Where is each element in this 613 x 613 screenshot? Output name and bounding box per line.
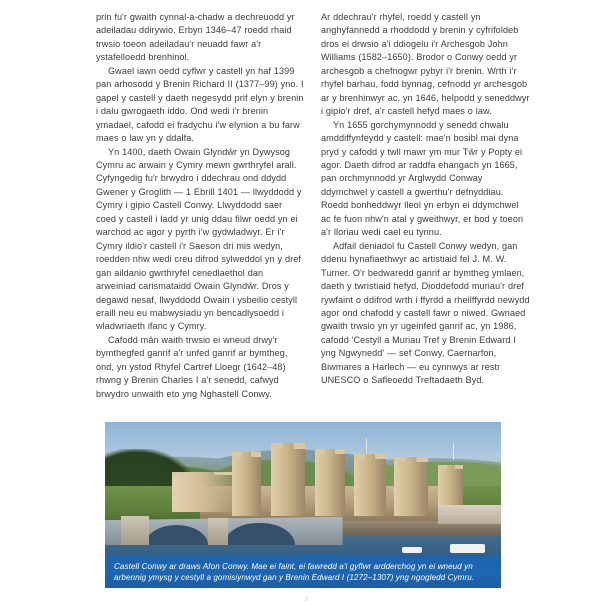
paragraph: prin fu'r gwaith cynnal-a-chadw a dechreuodd yr adeiladau ddirywio. Erbyn 1346–47 roedd rhaid trwsio toeon adeiladau'r neuadd fawr a'r ystafelloedd brenhinol. <box>96 12 295 63</box>
paragraph: Adfail deniadol fu Castell Conwy wedyn, gan ddenu hynafiaethwyr ac artistiaid fel J. M. W. Turner. O'r bedwaredd ganrif ar bymtheg ymlaen, daeth y twristiaid hefyd. Dioddefodd muriau'r dref rywfaint o ddifrod wrth i ffyrdd a rheilffyrdd newydd agor ond chafodd y castell fawr o niwed. Gwnaed gwaith trwsio yn yr ugeinfed ganrif ac, yn 1986, cafodd 'Cestyll a Muriau Tref y Brenin Edward I yng Ngwynedd' — sef Conwy, Caernarfon, Biwmares a Harlech — eu cynnwys ar restr UNESCO o Safleoedd Treftadaeth Byd. <box>321 240 530 386</box>
paragraph: Ar ddechrau'r rhyfel, roedd y castell yn anghyfannedd a rhoddodd y brenin y cyfrifoldeb dros ei drwsio a'i ddiogelu i'r Archesgob John Williams (1582–1650). Brodor o Conwy oedd yr archesgob a chefnogwr pybyr i'r brenin. Wrth i'r rhyfel barhau, fodd bynnag, cefnodd yr archesgob ar y brenhinwyr ac, yn 1646, helpodd y seneddwyr i gipio'r dref, a'r castell hefyd maes o law. <box>321 12 530 117</box>
battlement <box>172 472 235 475</box>
bridge-pier <box>121 516 149 545</box>
figure <box>105 422 501 588</box>
paragraph: Cafodd mân waith trwsio ei wneud drwy'r bymthegfed ganrif a'r unfed ganrif ar bymtheg, ond, yn ystod Rhyfel Cartref Lloegr (1642–48) rhwng y Brenin Charles I a'r senedd, cafwyd brwydro unwaith eto yng Nghastell Conwy. <box>96 334 288 399</box>
moored-boat <box>402 547 422 553</box>
town-buildings <box>438 505 501 524</box>
column-right <box>321 11 530 401</box>
paragraph: Gwael iawn oedd cyflwr y castell yn haf 1399 pan arhosodd y Brenin Richard II (1377–99) yno. I gapel y castell y daeth negesydd prif elyn y brenin i dalu gwrogaeth iddo. Ond wedi i'r brenin ymadael, cafodd ei fradychu i'w elynion a bu farw maes o law yn y ddalfa. <box>96 65 304 144</box>
battlement <box>438 465 464 469</box>
castle-tower <box>315 449 345 516</box>
flagpole <box>453 443 454 459</box>
bridge-pier <box>208 518 228 545</box>
castle-tower <box>232 452 262 516</box>
body-columns <box>96 11 530 401</box>
castle-tower <box>394 457 428 516</box>
castle-tower <box>354 454 386 516</box>
moored-boat <box>450 544 486 553</box>
battlement <box>394 457 428 462</box>
round-bastion <box>172 472 235 512</box>
figure-caption: Castell Conwy ar draws Afon Conwy. Mae ei faint, ei fawredd a'i gyflwr ardderchog yn ei wneud yn arbennig ymysg y cestyll a gomisiynwyd gan y Brenin Edward I (1272–1307) yng ngogledd Cymru. <box>114 562 475 583</box>
castle-tower <box>271 443 305 515</box>
conwy-castle-photo <box>105 422 501 556</box>
paragraph: Yn 1655 gorchymynnodd y senedd chwalu amddiffynfeydd y castell: mae'n bosibl mai dyna pryd y cafodd y twll mawr ym mur Tŵr y Popty ei agor. Daeth difrod ar raddfa ehangach yn 1665, pan orchmynnodd yr Arglwydd Conway ddymchwel y castell a gwerthu'r defnyddiau. Roedd bonheddwyr lleol yn erbyn ei ddymchwel ac fe fuon nhw'n atal y gweithwyr, er bod y toeon a'r lloriau wedi cael eu tynnu. <box>321 119 524 238</box>
figure-caption-band <box>105 556 501 588</box>
battlement <box>271 443 305 449</box>
battlement <box>354 454 386 459</box>
page-number: 2 <box>304 596 309 603</box>
column-left <box>96 11 305 401</box>
battlement <box>315 449 345 454</box>
paragraph: Yn 1400, daeth Owain Glyndŵr yn Dywysog Cymru ac arwain y Cymry mewn gwrthryfel arall. Cyfyngedig fu'r brwydro i ddechrau ond ddydd Gwener y Groglith — 1 Ebrill 1401 — llwyddodd y Cymry i gipio Castell Conwy. Llwyddodd saer coed y castell i ladd yr unig ddau filwr oedd yn ei warchod ac agor y pyrth i'w gydwladwyr. Er i'r Cymry ildio'r castell i'r Saeson dri mis wedyn, roedden nhw wedi creu difrod sylweddol yn y dref gan aildanio gwrthryfel cenedlaethol dan arweiniad carismataidd Owain Glyndŵr. Dros y degawd nesaf, llwyddodd Owain i ysbeilio cestyll eraill neu eu mabwysiadu yn bencadlysoedd i wladwriaeth ifanc y Cymry. <box>96 146 302 332</box>
battlement <box>232 452 262 457</box>
flagpole <box>366 438 367 454</box>
